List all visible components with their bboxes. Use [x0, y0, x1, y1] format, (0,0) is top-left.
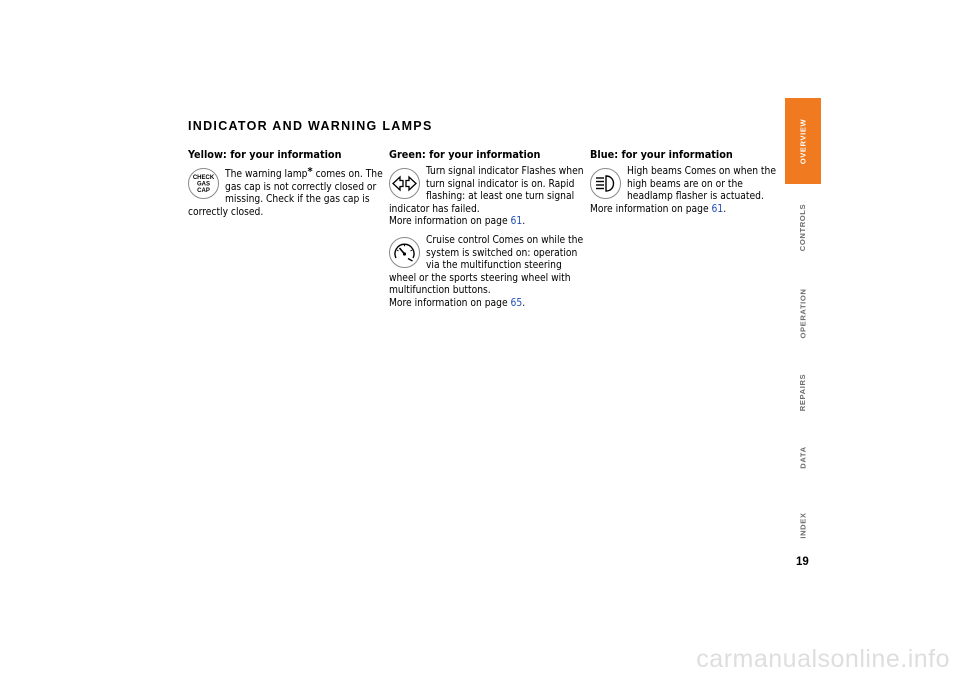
section-heading-blue: Blue: for your information: [590, 148, 733, 161]
cruise-control-icon: [389, 237, 420, 268]
svg-text:GAS: GAS: [196, 181, 211, 188]
svg-text:CHECK: CHECK: [192, 175, 215, 181]
entry-high-beams: [590, 166, 786, 216]
high-beams-icon: [590, 168, 621, 199]
page-link[interactable]: 61: [510, 216, 523, 228]
tab-index[interactable]: INDEX: [798, 511, 808, 539]
more-info: More information on page 61.: [389, 216, 526, 228]
turn-signal-indicator-icon: [389, 168, 420, 199]
tab-repairs[interactable]: REPAIRS: [798, 373, 808, 411]
watermark: carmanualsonline.info: [696, 645, 950, 673]
entry-text: The warning lamp* comes on. The gas cap is not correctly closed or missing. Check if the gas cap is correctly closed.: [188, 166, 383, 218]
page-link[interactable]: 65: [510, 297, 523, 309]
more-info: More information on page 65.: [389, 297, 526, 309]
tab-operation[interactable]: OPERATION: [798, 288, 808, 338]
section-green: [389, 148, 585, 317]
section-blue: [590, 148, 786, 222]
entry-text: Turn signal indicator Flashes when turn signal indicator is on. Rapid flashing: at least one turn signal indicator has failed.: [389, 166, 584, 215]
more-info: More information on page 61.: [590, 203, 727, 215]
page-title: INDICATOR AND WARNING LAMPS: [188, 119, 433, 133]
tab-overview[interactable]: OVERVIEW: [785, 98, 821, 184]
entry-cruise-control: [389, 235, 585, 311]
side-tabs: [785, 98, 821, 548]
section-heading-yellow: Yellow: for your information: [188, 148, 342, 161]
entry-turn-signal: [389, 166, 585, 229]
check-gas-cap-lamp-icon: [188, 168, 219, 199]
entry-text: High beams Comes on when the high beams are on or the headlamp flasher is actuated.: [627, 166, 776, 203]
entry-check-gas-cap: [188, 166, 384, 219]
page-number: 19: [796, 556, 809, 568]
section-yellow: [188, 148, 384, 225]
section-heading-green: Green: for your information: [389, 148, 541, 161]
page-link[interactable]: 61: [711, 203, 724, 215]
entry-text: Cruise control Comes on while the system is switched on: operation via the multifunction steering wheel or the sports steering wheel with multifunction buttons.: [389, 234, 584, 297]
tab-data[interactable]: DATA: [798, 445, 808, 469]
svg-text:CAP: CAP: [197, 188, 210, 194]
tab-controls[interactable]: CONTROLS: [798, 203, 808, 251]
